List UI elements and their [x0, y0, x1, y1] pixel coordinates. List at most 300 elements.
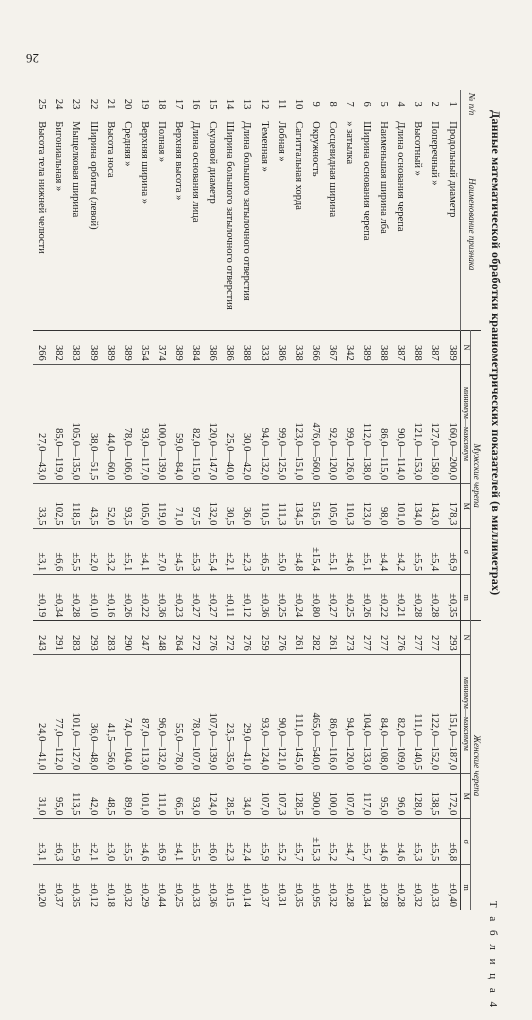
cell-fr: 111,0—145,0: [289, 654, 306, 773]
cell-mn: 389: [118, 331, 135, 365]
cell-i: 20: [121, 98, 133, 110]
cell-i: 25: [36, 98, 48, 110]
cell-mr: 27,0—43,0: [33, 364, 50, 483]
cell-fr: 104,0—133,0: [358, 654, 375, 773]
cell-name: Окружность: [309, 121, 321, 177]
cell-mm: 105,0: [136, 484, 153, 529]
cell-mm: 101,0: [392, 484, 409, 529]
cell-name: Высотный »: [412, 121, 424, 176]
cell-fn: 283: [67, 621, 84, 655]
cell-fm: 111,0: [153, 774, 170, 819]
cell-mn: 386: [204, 331, 221, 365]
table-row: [170, 90, 187, 910]
cell-fr: 101,0—127,0: [67, 654, 84, 773]
cell-mn: 388: [238, 331, 255, 365]
cell-i: 11: [275, 99, 287, 110]
cell-mmm: ±0,28: [426, 575, 443, 621]
header-male-m: m: [461, 575, 471, 621]
cell-name: Поперечный »: [429, 121, 441, 186]
cell-mm: 43,5: [84, 484, 101, 529]
cell-fs: ±4,6: [136, 819, 153, 865]
cell-mr: 92,0—120,0: [324, 364, 341, 483]
cell-ms: ±5,5: [67, 529, 84, 575]
cell-mm: 98,0: [375, 484, 392, 529]
cell-i: 5: [378, 101, 390, 107]
cell-mmm: ±0,80: [306, 575, 323, 621]
cell-mmm: ±0,28: [67, 575, 84, 621]
cell-fmm: ±0,25: [170, 865, 187, 910]
cell-mn: 266: [33, 331, 50, 365]
cell-fm: 89,0: [118, 774, 135, 819]
cell-fmm: ±0,12: [84, 865, 101, 910]
table-row: [341, 90, 358, 910]
cell-fmm: ±0,37: [255, 865, 272, 910]
cell-name: Высота тела нижней челюсти: [36, 121, 48, 254]
cell-i: 23: [70, 98, 82, 110]
cell-fm: 107,3: [272, 774, 289, 819]
cell-fr: 465,0—540,0: [306, 654, 323, 773]
header-female-m: m: [461, 865, 471, 910]
header-index: № п/п: [461, 90, 481, 118]
cell-fs: ±6,0: [204, 819, 221, 865]
cell-fs: ±5,5: [426, 819, 443, 865]
cell-fr: 107,0—139,0: [204, 654, 221, 773]
cell-fm: 31,0: [33, 774, 50, 819]
cell-ms: ±5,4: [426, 529, 443, 575]
cell-fs: ±4,7: [341, 819, 358, 865]
cell-fn: 276: [204, 621, 221, 655]
table-label: Т а б л и ц а 4: [487, 900, 499, 1010]
cell-mm: 111,3: [272, 484, 289, 529]
table-row: [324, 90, 341, 910]
cell-fr: 74,0—104,0: [118, 654, 135, 773]
cell-mr: 127,0—158,0: [426, 364, 443, 483]
header-female-mean: M: [461, 774, 471, 819]
cell-i: 9: [309, 101, 321, 107]
cell-fn: 273: [341, 621, 358, 655]
cell-fm: 128,0: [409, 774, 426, 819]
cell-mn: 386: [272, 331, 289, 365]
cell-mr: 99,0—125,0: [272, 364, 289, 483]
cell-fr: 96,0—132,0: [153, 654, 170, 773]
cell-mmm: ±0,25: [341, 575, 358, 621]
cell-fm: 128,5: [289, 774, 306, 819]
cell-mm: 132,0: [204, 484, 221, 529]
cell-mmm: ±0,36: [255, 575, 272, 621]
table-row: [153, 90, 170, 910]
cell-mmm: ±0,26: [358, 575, 375, 621]
cell-fmm: ±0,35: [67, 865, 84, 910]
cell-fn: 276: [238, 621, 255, 655]
cell-fm: 124,0: [204, 774, 221, 819]
cell-mmm: ±0,21: [392, 575, 409, 621]
header-male: Мужские черепа: [471, 331, 481, 621]
header-female-n: N: [461, 621, 471, 655]
cell-fr: 55,0—78,0: [170, 654, 187, 773]
cell-i: 24: [53, 98, 65, 110]
cell-fm: 95,0: [50, 774, 67, 819]
cell-fn: 277: [426, 621, 443, 655]
cell-i: 1: [446, 101, 458, 107]
cell-fm: 95,0: [375, 774, 392, 819]
cell-mn: 389: [358, 331, 375, 365]
cell-i: 16: [190, 98, 202, 110]
table-row: [358, 90, 375, 910]
cell-fr: 29,0—41,0: [238, 654, 255, 773]
cell-name: Ширина большого затылочного отверстия: [224, 121, 236, 310]
cell-fs: ±3,0: [101, 819, 118, 865]
cell-mn: 384: [187, 331, 204, 365]
cell-ms: ±7,0: [153, 529, 170, 575]
cell-i: 19: [138, 98, 150, 110]
cell-mm: 143,0: [426, 484, 443, 529]
cell-fmm: ±0,32: [409, 865, 426, 910]
cell-ms: ±2,1: [221, 529, 238, 575]
cell-mr: 123,0—151,0: [289, 364, 306, 483]
cell-mmm: ±0,22: [375, 575, 392, 621]
cell-mn: 387: [392, 331, 409, 365]
cell-fn: 293: [84, 621, 101, 655]
cell-fmm: ±0,32: [324, 865, 341, 910]
table-row: [50, 90, 67, 910]
cell-ms: ±5,0: [272, 529, 289, 575]
cell-fs: ±5,2: [272, 819, 289, 865]
table-row: [118, 90, 135, 910]
table-row: [375, 90, 392, 910]
cell-mr: 112,0—138,0: [358, 364, 375, 483]
cell-fmm: ±0,34: [358, 865, 375, 910]
cell-mm: 110,3: [341, 484, 358, 529]
cell-mn: 333: [255, 331, 272, 365]
cell-mm: 123,0: [358, 484, 375, 529]
cell-fr: 122,0—152,0: [426, 654, 443, 773]
cell-name: Ширина основания черепа: [361, 121, 373, 241]
cell-mr: 86,0—115,0: [375, 364, 392, 483]
cell-fmm: ±0,95: [306, 865, 323, 910]
cell-mm: 118,5: [67, 484, 84, 529]
cell-ms: ±6,9: [443, 529, 461, 575]
cell-ms: ±5,4: [204, 529, 221, 575]
cell-mmm: ±0,22: [136, 575, 153, 621]
cell-mn: 367: [324, 331, 341, 365]
cell-mr: 44,0—60,0: [101, 364, 118, 483]
header-female-range: минимум—максимум: [461, 654, 471, 773]
cell-i: 2: [429, 101, 441, 107]
header-female-sigma: σ: [461, 819, 471, 865]
cell-ms: ±5,5: [409, 529, 426, 575]
cell-mr: 85,0—119,0: [50, 364, 67, 483]
cell-mr: 78,0—106,0: [118, 364, 135, 483]
cell-fmm: ±0,31: [272, 865, 289, 910]
cell-mmm: ±0,24: [289, 575, 306, 621]
cell-mm: 52,0: [101, 484, 118, 529]
rotated-table-sheet: [15, 90, 505, 1020]
cell-mn: 366: [306, 331, 323, 365]
cell-name: Длина большого затылочного отверстия: [241, 121, 253, 301]
cell-mmm: ±0,12: [238, 575, 255, 621]
cell-i: 4: [395, 101, 407, 107]
header-male-mean: M: [461, 484, 471, 529]
cell-mn: 389: [84, 331, 101, 365]
cell-mr: 93,0—117,0: [136, 364, 153, 483]
cell-i: 21: [104, 98, 116, 110]
cell-i: 6: [361, 101, 373, 107]
cell-name: Верхняя ширина »: [138, 121, 150, 205]
cell-fs: ±2,1: [84, 819, 101, 865]
table-row: [238, 90, 255, 910]
cell-fs: ±5,7: [289, 819, 306, 865]
header-male-n: N: [461, 331, 471, 365]
cell-i: 22: [87, 98, 99, 110]
table-row: [289, 90, 306, 910]
cell-i: 10: [292, 98, 304, 110]
cell-fmm: ±0,35: [289, 865, 306, 910]
cell-i: 13: [241, 98, 253, 110]
cell-mm: 119,0: [153, 484, 170, 529]
cell-fn: 248: [153, 621, 170, 655]
cell-fn: 283: [101, 621, 118, 655]
cell-ms: ±4,4: [375, 529, 392, 575]
cell-i: 8: [326, 101, 338, 107]
cell-fn: 243: [33, 621, 50, 655]
cell-mr: 120,0—147,0: [204, 364, 221, 483]
cell-fn: 282: [306, 621, 323, 655]
cell-mr: 100,0—139,0: [153, 364, 170, 483]
cell-ms: ±4,5: [170, 529, 187, 575]
cell-mr: 38,0—51,5: [84, 364, 101, 483]
cell-name: Наименьшая ширина лба: [378, 121, 390, 234]
cell-fn: 277: [358, 621, 375, 655]
cell-mm: 105,0: [324, 484, 341, 529]
cell-mm: 134,0: [409, 484, 426, 529]
cell-mmm: ±0,10: [84, 575, 101, 621]
cell-mr: 99,0—126,0: [341, 364, 358, 483]
cell-fs: ±5,9: [67, 819, 84, 865]
cell-mm: 71,0: [170, 484, 187, 529]
cell-ms: ±2,3: [238, 529, 255, 575]
cell-fmm: ±0,20: [33, 865, 50, 910]
table-row: [221, 90, 238, 910]
cell-mm: 33,5: [33, 484, 50, 529]
cell-fr: 93,0—124,0: [255, 654, 272, 773]
cell-fs: ±4,6: [375, 819, 392, 865]
cell-mmm: ±0,16: [101, 575, 118, 621]
cell-i: 7: [343, 101, 355, 107]
cell-fr: 87,0—113,0: [136, 654, 153, 773]
cell-mmm: ±0,27: [187, 575, 204, 621]
cell-fm: 107,0: [341, 774, 358, 819]
cell-fr: 41,5—56,0: [101, 654, 118, 773]
cell-fr: 151,0—187,0: [443, 654, 461, 773]
table-row: [255, 90, 272, 910]
cell-name: Сосцевидная ширина: [326, 121, 338, 218]
cell-ms: ±4,2: [392, 529, 409, 575]
cell-fr: 90,0—121,0: [272, 654, 289, 773]
cell-ms: ±2,0: [84, 529, 101, 575]
cell-mn: 389: [170, 331, 187, 365]
cell-name: Теменная »: [258, 121, 270, 172]
cell-mr: 82,0—115,0: [187, 364, 204, 483]
cell-fr: 82,0—109,0: [392, 654, 409, 773]
cell-fmm: ±0,15: [221, 865, 238, 910]
cell-fn: 291: [50, 621, 67, 655]
table-row: [409, 90, 426, 910]
cell-mn: 374: [153, 331, 170, 365]
cell-mn: 387: [426, 331, 443, 365]
cell-fs: ±5,9: [255, 819, 272, 865]
cell-fs: ±5,5: [187, 819, 204, 865]
cell-fm: 500,0: [306, 774, 323, 819]
cell-mm: 516,5: [306, 484, 323, 529]
cell-fm: 66,5: [170, 774, 187, 819]
cell-mn: 388: [409, 331, 426, 365]
cell-mmm: ±0,34: [50, 575, 67, 621]
header-name: Наименование признака: [461, 118, 481, 331]
cell-i: 15: [207, 98, 219, 110]
cell-fm: 172,0: [443, 774, 461, 819]
cell-name: Мыщелковая ширина: [70, 121, 82, 218]
cell-mr: 25,0—40,0: [221, 364, 238, 483]
cell-name: Полная »: [155, 121, 167, 163]
cell-mm: 97,5: [187, 484, 204, 529]
cell-i: 18: [155, 98, 167, 110]
cell-mn: 342: [341, 331, 358, 365]
page-number: 26: [26, 51, 39, 66]
cell-name: » затылка: [343, 121, 355, 165]
table-row: [33, 90, 50, 910]
cell-mn: 382: [50, 331, 67, 365]
cell-name: Верхняя высота »: [173, 121, 185, 201]
craniometric-table: [33, 90, 481, 910]
cell-name: Длина основания лица: [190, 121, 202, 223]
cell-fs: ±2,3: [221, 819, 238, 865]
cell-mm: 36,0: [238, 484, 255, 529]
cell-fn: 272: [187, 621, 204, 655]
cell-mmm: ±0,36: [153, 575, 170, 621]
cell-mm: 178,3: [443, 484, 461, 529]
cell-mn: 389: [443, 331, 461, 365]
cell-fr: 94,0—120,0: [341, 654, 358, 773]
cell-fm: 42,0: [84, 774, 101, 819]
cell-mr: 59,0—84,0: [170, 364, 187, 483]
table-row: [136, 90, 153, 910]
cell-mr: 105,0—135,0: [67, 364, 84, 483]
table-row: [443, 90, 461, 910]
cell-fs: ±5,5: [118, 819, 135, 865]
cell-mmm: ±0,26: [118, 575, 135, 621]
cell-fn: 247: [136, 621, 153, 655]
cell-name: Лобная »: [275, 121, 287, 162]
cell-fn: 272: [221, 621, 238, 655]
cell-fn: 264: [170, 621, 187, 655]
cell-mm: 30,5: [221, 484, 238, 529]
cell-fs: ±5,2: [324, 819, 341, 865]
cell-i: 14: [224, 98, 236, 110]
cell-name: Ширина орбиты (левой): [87, 121, 99, 230]
header-male-range: минимум—максимум: [461, 364, 471, 483]
cell-fr: 23,5—35,0: [221, 654, 238, 773]
cell-ms: ±5,1: [118, 529, 135, 575]
cell-fn: 293: [443, 621, 461, 655]
header-male-sigma: σ: [461, 529, 471, 575]
cell-ms: ±5,3: [187, 529, 204, 575]
cell-i: 12: [258, 98, 270, 110]
cell-i: 17: [173, 98, 185, 110]
cell-fr: 111,0—140,5: [409, 654, 426, 773]
table-row: [306, 90, 323, 910]
cell-fm: 93,0: [187, 774, 204, 819]
table-row: [392, 90, 409, 910]
cell-ms: ±4,6: [341, 529, 358, 575]
cell-fm: 107,0: [255, 774, 272, 819]
cell-ms: ±5,1: [358, 529, 375, 575]
cell-fs: ±6,9: [153, 819, 170, 865]
cell-mn: 389: [101, 331, 118, 365]
cell-fn: 277: [375, 621, 392, 655]
cell-name: Высота носа: [104, 121, 116, 178]
cell-fn: 276: [272, 621, 289, 655]
cell-fmm: ±0,28: [341, 865, 358, 910]
cell-fs: ±6,3: [50, 819, 67, 865]
cell-fmm: ±0,29: [136, 865, 153, 910]
cell-fr: 78,0—107,0: [187, 654, 204, 773]
cell-fm: 117,0: [358, 774, 375, 819]
cell-fm: 138,5: [426, 774, 443, 819]
cell-fmm: ±0,37: [50, 865, 67, 910]
table-row: [187, 90, 204, 910]
cell-fs: ±4,1: [170, 819, 187, 865]
cell-fmm: ±0,28: [375, 865, 392, 910]
cell-ms: ±15,4: [306, 529, 323, 575]
cell-fm: 28,5: [221, 774, 238, 819]
cell-ms: ±3,1: [33, 529, 50, 575]
cell-mr: 94,0—132,0: [255, 364, 272, 483]
table-row: [84, 90, 101, 910]
cell-fm: 48,5: [101, 774, 118, 819]
cell-fm: 34,0: [238, 774, 255, 819]
cell-fmm: ±0,33: [187, 865, 204, 910]
cell-mmm: ±0,25: [272, 575, 289, 621]
cell-fr: 86,0—116,0: [324, 654, 341, 773]
cell-fm: 101,0: [136, 774, 153, 819]
cell-fn: 276: [392, 621, 409, 655]
cell-fmm: ±0,18: [101, 865, 118, 910]
cell-mn: 338: [289, 331, 306, 365]
cell-name: Средняя »: [121, 121, 133, 167]
cell-mr: 160,0—200,0: [443, 364, 461, 483]
cell-fn: 261: [289, 621, 306, 655]
table-title: Данные математической обработки краниометрических показателей (в миллиметрах): [489, 110, 503, 596]
cell-fs: ±2,4: [238, 819, 255, 865]
cell-i: 3: [412, 101, 424, 107]
cell-mmm: ±0,27: [204, 575, 221, 621]
cell-fn: 277: [409, 621, 426, 655]
cell-mm: 110,5: [255, 484, 272, 529]
cell-mn: 354: [136, 331, 153, 365]
cell-name: Скуловой диаметр: [207, 121, 219, 204]
cell-mmm: ±0,27: [324, 575, 341, 621]
cell-fs: ±15,3: [306, 819, 323, 865]
cell-fs: ±6,8: [443, 819, 461, 865]
cell-fmm: ±0,32: [118, 865, 135, 910]
cell-fmm: ±0,44: [153, 865, 170, 910]
cell-fs: ±5,7: [358, 819, 375, 865]
cell-mn: 388: [375, 331, 392, 365]
cell-mm: 134,5: [289, 484, 306, 529]
cell-mr: 30,0—42,0: [238, 364, 255, 483]
cell-fr: 36,0—48,0: [84, 654, 101, 773]
cell-name: Продольный диаметр: [446, 121, 458, 218]
